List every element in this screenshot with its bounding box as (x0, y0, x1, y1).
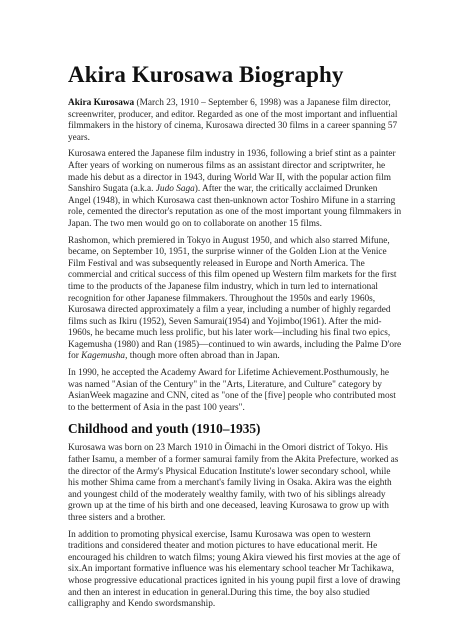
paragraph (68, 236, 422, 364)
line-text: In addition to promoting physical exercise, Isamu Kurosawa was open to western (68, 529, 371, 540)
line-text: films such as Ikiru (1952), Seven Samurai(1954) and Yojimbo(1961). After the mid- (68, 316, 382, 327)
line-text: whose progressive educational practices ignited in his young pupil first a love of drawing (68, 575, 401, 586)
line-text: calligraphy and Kendo swordsmanship. (68, 599, 216, 610)
text-line (68, 478, 422, 490)
text-line (68, 501, 422, 513)
text-line (68, 513, 422, 525)
paragraph (68, 368, 422, 414)
text-line (68, 196, 422, 208)
line-text: AsianWeek magazine and CNN, cited as "one of the [five] people who contributed most (68, 391, 396, 402)
line-text: Kurosawa entered the Japanese film industry in 1936, following a brief stint as a painter (68, 149, 396, 160)
line-text: traditions and considered theater and motion pictures to have educational merit. He (68, 541, 378, 552)
line-text: his mother Shima came from a merchant's family living in Osaka. Akira was the eighth (68, 478, 392, 489)
paragraph (68, 98, 422, 144)
line-text: and then an interest in education in general.During this time, the boy also studied (68, 587, 370, 598)
text-line (68, 351, 422, 363)
line-text: the director of the Army's Physical Education Institute's lower secondary school, while (68, 466, 391, 477)
line-text: time to the products of the Japanese film industry, which in turn led to international (68, 281, 378, 292)
text-line (68, 121, 422, 133)
paragraph (68, 443, 422, 524)
line-text: 1960s, he became much less prolific, but his later work—including his final two epics, (68, 328, 391, 339)
line-text: for (68, 351, 82, 362)
line-text: Angel (1948), in which Kurosawa cast then-unknown actor Toshiro Mifune in a starring (68, 195, 396, 206)
text-line (68, 219, 422, 231)
line-text: Kurosawa directed approximately a film a year, including a number of highly regarded (68, 305, 391, 316)
text-line (68, 184, 422, 196)
text-line (68, 259, 422, 271)
text-line (68, 403, 422, 415)
text-line (68, 599, 422, 611)
text-line (68, 149, 422, 161)
text-line (68, 391, 422, 403)
paragraph (68, 530, 422, 611)
line-text: grown up at the time of his birth and one deceased, leaving Kurosawa to grow up with (68, 501, 389, 512)
text-line (68, 530, 422, 542)
line-text-after: , though more often abroad than in Japan. (125, 351, 280, 362)
line-text: and youngest child of the moderately wealthy family, with two of his siblings already (68, 489, 386, 500)
text-line (68, 282, 422, 294)
line-text: three sisters and a brother. (68, 513, 166, 523)
line-text: Rashomon, which premiered in Tokyo in August 1950, and which also starred Mifune, (68, 235, 390, 246)
text-line (68, 467, 422, 479)
text-line (68, 455, 422, 467)
text-line (68, 207, 422, 219)
line-text: encouraged his children to watch films; young Akira viewed his first movies at the age of (68, 552, 401, 563)
text-line (68, 340, 422, 352)
text-line (68, 443, 422, 455)
line-text: years. (68, 132, 90, 143)
line-text: six.An important formative influence was his elementary school teacher Mr Tachikawa, (68, 564, 395, 575)
line-text: became, on September 10, 1951, the surprise winner of the Golden Lion at the Venice (68, 247, 387, 258)
italic-title: Kagemusha (81, 351, 126, 362)
paragraph (68, 149, 422, 230)
line-text: screenwriter, producer, and editor. Regarded as one of the most important and influential (68, 109, 398, 120)
line-text: Kagemusha (1980) and Ran (1985)—continued to win awards, including the Palme D'ore (68, 339, 402, 350)
text-line (68, 173, 422, 185)
line-text: made his debut as a director in 1943, during World War II, with the popular action film (68, 172, 391, 183)
line-text: commercial and critical success of this film opened up Western film markets for the first (68, 270, 397, 281)
text-line (68, 328, 422, 340)
line-text: was named "Asian of the Century" in the "Arts, Literature, and Culture" category by (68, 379, 382, 390)
text-line (68, 317, 422, 329)
line-text: After years of working on numerous films as an assistant director and scriptwriter, he (68, 160, 386, 171)
line-text: (March 23, 1910 – September 6, 1998) was a Japanese film director, (134, 98, 391, 108)
line-text: Kurosawa was born on 23 March 1910 in Ōimachi in the Omori district of Tokyo. His (68, 443, 388, 454)
text-line (68, 553, 422, 565)
childhood-section (68, 443, 422, 610)
line-text: role, cemented the director's reputation as one of the most important young filmmakers in (68, 207, 402, 218)
italic-title: Judo Saga (155, 184, 195, 195)
section-heading: Childhood and youth (1910–1935) (68, 421, 261, 437)
line-text: father Isamu, a member of a former samurai family from the Akita Prefecture, worked as (68, 455, 399, 466)
text-line (68, 236, 422, 248)
text-line (68, 98, 422, 110)
line-text: In 1990, he accepted the Academy Award for Lifetime Achievement.Posthumously, he (68, 368, 390, 379)
text-line (68, 541, 422, 553)
line-text: filmmakers in the history of cinema, Kurosawa directed 30 films in a career spanning 57 (68, 121, 398, 132)
text-line (68, 247, 422, 259)
text-line (68, 576, 422, 588)
line-text: Film Festival and was subsequently released in Europe and North America. The (68, 258, 365, 269)
bold-name: Akira Kurosawa (68, 98, 135, 108)
text-line (68, 305, 422, 317)
line-text: to the betterment of Asia in the past 100 years". (68, 402, 245, 413)
text-line (68, 270, 422, 282)
line-text-after: ). After the war, the critically acclaimed Drunken (194, 184, 378, 195)
page-title: Akira Kurosawa Biography (68, 62, 344, 87)
text-line (68, 490, 422, 502)
text-line (68, 133, 422, 145)
text-line (68, 380, 422, 392)
line-text: recognition for other Japanese filmmakers. Throughout the 1950s and early 1960s, (68, 293, 376, 304)
text-line (68, 294, 422, 306)
text-line (68, 161, 422, 173)
text-line (68, 368, 422, 380)
line-text: Sanshiro Sugata (a.k.a. (68, 184, 156, 195)
intro-section (68, 98, 422, 414)
text-line (68, 588, 422, 600)
text-line (68, 110, 422, 122)
line-text: Japan. The two men would go on to collaborate on another 15 films. (68, 218, 322, 229)
text-line (68, 564, 422, 576)
